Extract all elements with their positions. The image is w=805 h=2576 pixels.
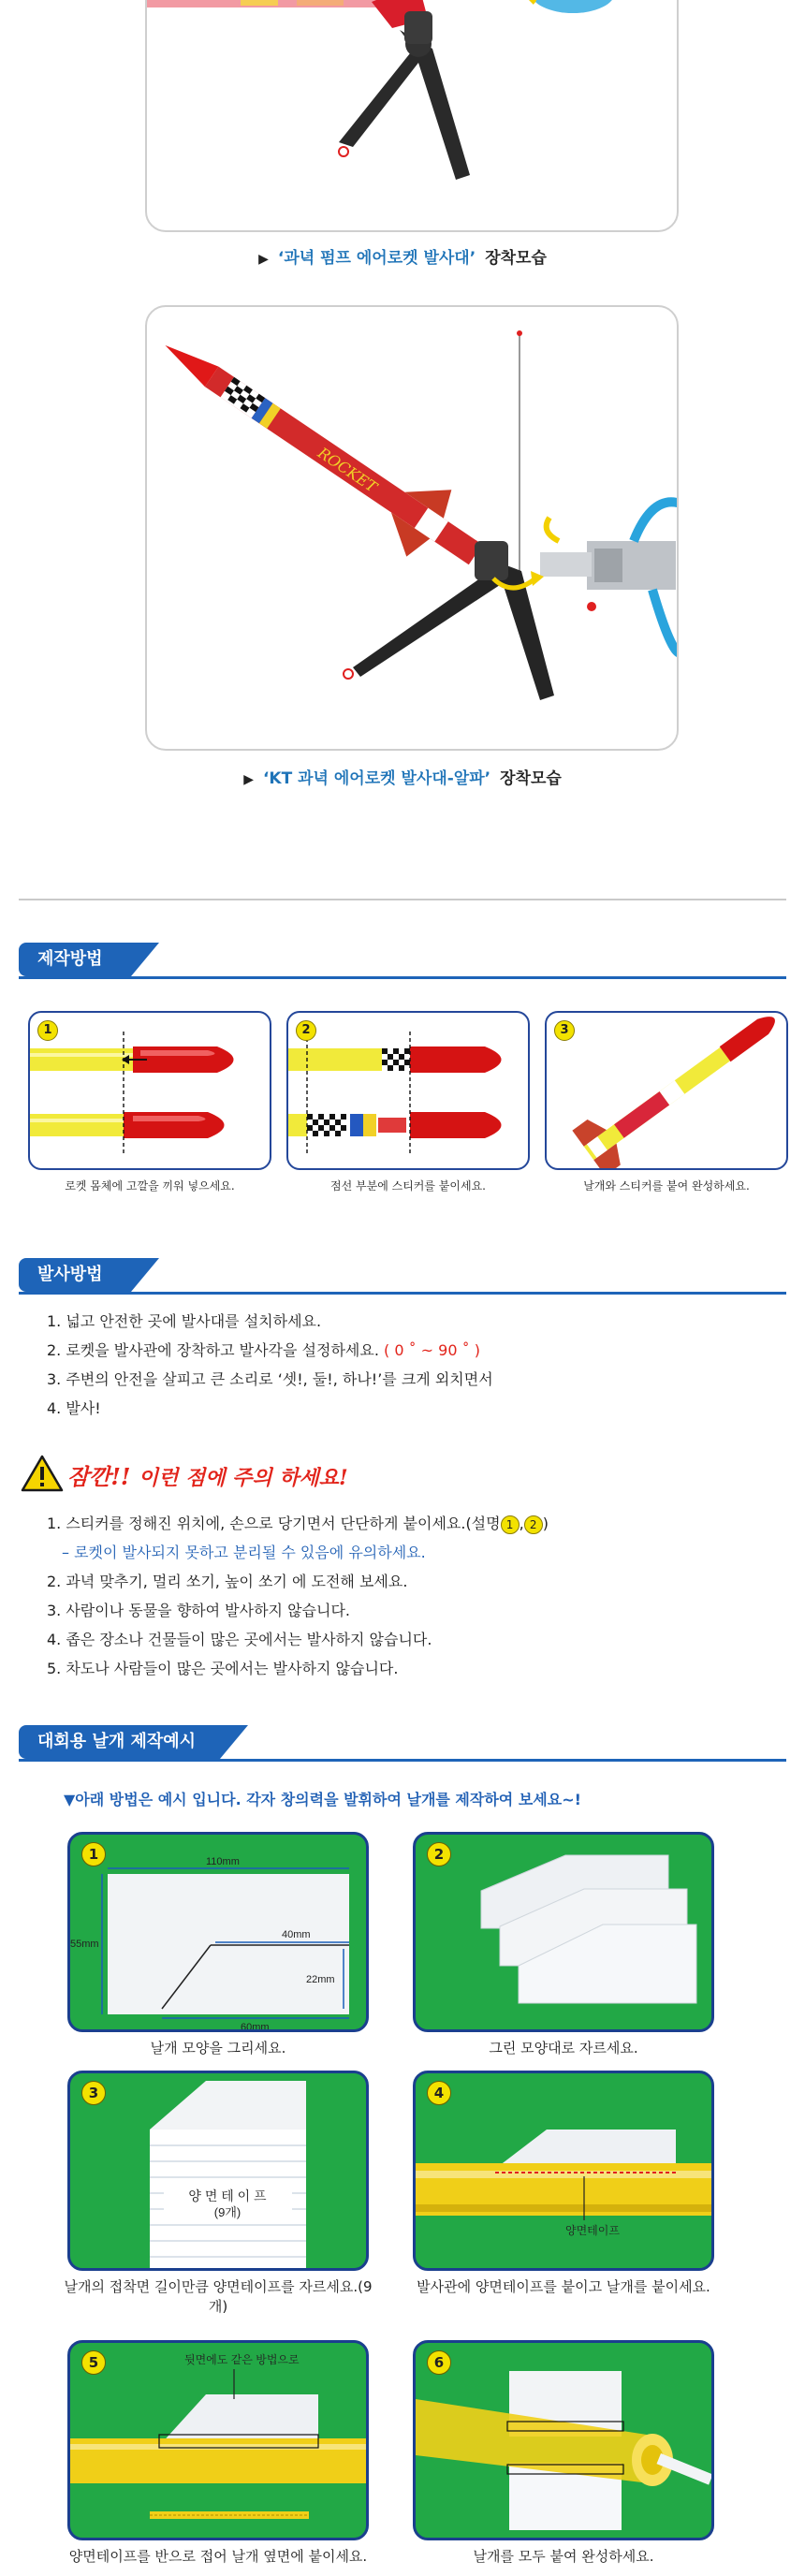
foam-sheet <box>108 1874 349 2014</box>
step-1-illustration <box>30 1013 271 1170</box>
step-2-caption: 점선 부분에 스티커를 붙이세요. <box>330 1179 486 1193</box>
wing-step-5 <box>67 2340 369 2540</box>
caption-launcher-1: ▶ ‘과녁 펌프 에어로켓 발사대’ 장착모습 <box>258 249 547 268</box>
launcher-photo-1 <box>145 0 679 232</box>
step-number: 3 <box>81 2081 106 2105</box>
wing-step-4-illustration <box>416 2073 714 2271</box>
caution-item: 4. 좁은 장소나 건물들이 많은 곳에서는 발사하지 않습니다. <box>47 1631 432 1648</box>
rocket-nose <box>158 335 218 387</box>
making-step-1 <box>28 1011 271 1170</box>
dim-55: 55mm <box>70 1939 99 1950</box>
wing-step-5-illustration <box>70 2343 369 2540</box>
back-note: 뒷면에도 같은 방법으로 <box>184 2353 300 2366</box>
caution-list <box>47 1509 786 1683</box>
step-1-caption: 로켓 몸체에 고깔을 끼워 넣으세요. <box>65 1179 235 1193</box>
wing-step-3-illustration <box>70 2073 369 2271</box>
making-step-3 <box>545 1011 788 1170</box>
step-number: 2 <box>427 1842 451 1866</box>
launcher-1-illustration <box>147 0 679 232</box>
dim-110: 110mm <box>206 1856 240 1867</box>
wing-step-6 <box>413 2340 714 2540</box>
wing-step-6-caption: 날개를 모두 붙여 완성하세요. <box>473 2548 654 2565</box>
section-line-making <box>19 976 786 979</box>
step-number: 1 <box>37 1020 58 1041</box>
step-3-caption: 날개와 스티커를 붙여 완성하세요. <box>583 1179 750 1193</box>
launch-step: 4. 발사! <box>47 1399 101 1417</box>
section-tab-launch: 발사방법 <box>19 1258 159 1292</box>
rocket-sticker-label: ROCKET <box>315 444 381 496</box>
launch-steps-list <box>47 1307 777 1423</box>
wing-step-3-caption: 날개의 접착면 길이만큼 양면테이프를 자르세요.(9개) <box>64 2278 373 2315</box>
wing-note: ▼아래 방법은 예시 입니다. 각자 창의력을 발휘하여 날개를 제작하여 보세요~! <box>64 1791 581 1808</box>
wing-step-1-illustration <box>70 1835 369 2032</box>
tape-label: 양 면 테 이 프 <box>188 2188 267 2203</box>
warning-icon <box>21 1455 64 1492</box>
making-step-2 <box>286 1011 530 1170</box>
launch-step: 1. 넓고 안전한 곳에 발사대를 설치하세요. <box>47 1312 322 1330</box>
section-line-launch <box>19 1292 786 1295</box>
launch-step: 3. 주변의 안전을 살피고 큰 소리로 ‘셋!, 둘!, 하나!’를 크게 외치면서 <box>47 1370 493 1388</box>
tape-count: (9개) <box>213 2205 242 2219</box>
wing-step-3 <box>67 2071 369 2271</box>
caution-title: 잠깐!! 이런 점에 주의 하세요! <box>67 1463 348 1490</box>
wing-step-5-caption: 양면테이프를 반으로 접어 날개 옆면에 붙이세요. <box>68 2548 368 2565</box>
step-number: 3 <box>554 1020 575 1041</box>
step-3-illustration <box>547 1013 788 1170</box>
step-number: 1 <box>81 1842 106 1866</box>
wing-step-2-caption: 그린 모양대로 자르세요. <box>489 2040 638 2056</box>
caution-item: 1. 스티커를 정해진 위치에, 손으로 당기면서 단단하게 붙이세요.(설명 1 , 2 ) <box>47 1515 549 1532</box>
wing-step-1 <box>67 1832 369 2032</box>
section-divider <box>19 899 786 900</box>
tape-pointer-label: 양면테이프 <box>565 2224 620 2237</box>
launcher-tripod <box>339 30 470 180</box>
launch-step: 2. 로켓을 발사관에 장착하고 발사각을 설정하세요. ( 0 ˚ ~ 90 ˚ ) <box>47 1341 480 1359</box>
launcher-tripod-2 <box>353 555 554 700</box>
step-number: 4 <box>427 2081 451 2105</box>
step-number: 2 <box>296 1020 316 1041</box>
section-tab-making: 제작방법 <box>19 943 159 976</box>
launcher-photo-2 <box>145 305 679 751</box>
caution-item: 3. 사람이나 동물을 향하여 발사하지 않습니다. <box>47 1602 350 1619</box>
wing-step-2-illustration <box>416 1835 714 2032</box>
caution-item: 5. 차도나 사람들이 많은 곳에서는 발사하지 않습니다. <box>47 1660 399 1677</box>
wing-step-4 <box>413 2071 714 2271</box>
wing-step-2 <box>413 1832 714 2032</box>
launch-angle: ( 0 ˚ ~ 90 ˚ ) <box>384 1341 480 1359</box>
step-number: 5 <box>81 2350 106 2375</box>
caution-sub-note: – 로켓이 발사되지 못하고 분리될 수 있음에 유의하세요. <box>62 1544 426 1561</box>
section-tab-wing: 대회용 날개 제작예시 <box>19 1725 253 1759</box>
wing-step-1-caption: 날개 모양을 그리세요. <box>150 2040 286 2056</box>
caption-launcher-2: ▶ ‘KT 과녁 에어로켓 발사대-알파’ 장착모습 <box>243 769 562 788</box>
caution-item: 2. 과녁 맞추기, 멀리 쏘기, 높이 쏘기 에 도전해 보세요. <box>47 1573 408 1590</box>
section-line-wing <box>19 1759 786 1762</box>
dim-60: 60mm <box>241 2022 270 2032</box>
launcher-2-illustration <box>147 307 679 751</box>
pump-bulb <box>531 0 615 13</box>
wing-step-4-caption: 발사관에 양면테이프를 붙이고 날개를 붙이세요. <box>417 2278 710 2295</box>
step-number: 6 <box>427 2350 451 2375</box>
dim-40: 40mm <box>282 1929 311 1940</box>
wing-step-6-illustration <box>416 2343 714 2540</box>
step-2-illustration <box>288 1013 530 1170</box>
dim-22: 22mm <box>306 1974 335 1985</box>
